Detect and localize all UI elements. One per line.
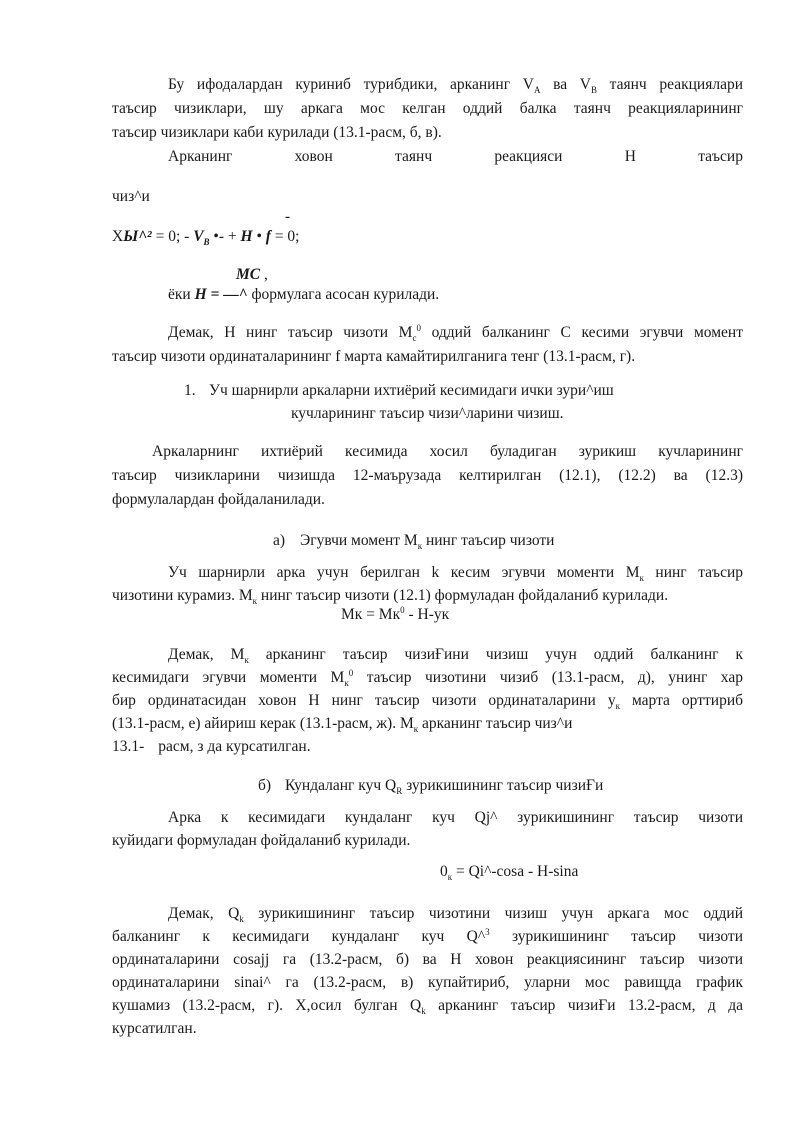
subheading-a: Эгувчи момент $М_к$ нинг таъсир чизоти — [300, 532, 555, 552]
heading-number: 1. — [184, 382, 196, 399]
heading-line1: Уч шарнирли аркаларни ихтиёрий кесимидаги ички зури^иш — [209, 382, 614, 399]
p4-line2: таъсир чизикларини чизишда 12-маърузада келтирилган (12.1), (12.2) ва (12.3) — [112, 467, 743, 484]
subheading-b-label: б) — [258, 777, 272, 794]
subheading-a-label: а) — [273, 532, 286, 549]
p3-line2: таъсир чизоти ординаталарининг f марта камайтирилганига тенг (13.1-расм, г). — [112, 348, 636, 365]
p6-line4: (13.1-расм, е) айириш керак (13.1-расм, ж). $М_к$ арканинг таъсир чиз^и — [112, 715, 573, 735]
p6-line3: бир ординатасидан ховон Н нинг таъсир чизоти ординаталарини $у_к$ марта орттириб — [112, 692, 743, 711]
p1-line2: таъсир чизиклари, шу аркага мос келган оддий балка таянч реакцияларининг — [112, 100, 743, 117]
p2-line2: чиз^и — [112, 188, 150, 205]
heading-line2: кучларининг таъсир чизи^ларини чизиш. — [291, 405, 564, 422]
p8-line6: курсатилган. — [112, 1020, 197, 1037]
subheading-b: Кундаланг куч $Q_R$ зурикишининг таъсир чизиҒи — [285, 777, 604, 797]
equation-dash: - — [285, 208, 291, 225]
p4-line3: формулалардан фойдаланилади. — [112, 491, 325, 508]
h-formula-line: ёки Н = —^ формулага асосан курилади. — [168, 286, 440, 303]
p6-line5: 13.1- расм, з да курсатилган. — [112, 738, 311, 755]
p7-line2: куйидаги формуладан фойдаланиб курилади. — [112, 832, 411, 849]
mc-label: МС , — [236, 266, 268, 283]
p5-line1: Уч шарнирли арка учун берилган k кесим эгувчи моменти $М_к$ нинг таъсир — [168, 564, 743, 583]
p5-line2: чизотини курамиз. $М_к$ нинг таъсир чизоти (12.1) формуладан фойдаланиб курилади. — [112, 587, 669, 607]
equilibrium-equation: ХЫ^² = 0; - $V_B$ •- + Н • f = 0; — [112, 228, 300, 248]
p6-line1: Демак, $М_к$ арканинг таъсир чизиҒини чизиш учун оддий балканинг к — [168, 646, 743, 665]
p1-line3: таъсир чизиклари каби курилади (13.1-расм, б, в). — [112, 124, 442, 141]
mk-formula: Мк = $Мк^0 - Н-ук$ — [341, 604, 450, 623]
qk-formula: $0_к$ = Qi^-cosa - H-sina — [440, 863, 579, 883]
p8-line4: ординаталарини sinai^ га (13.2-расм, в) купайтириб, уларни мос равищда график — [112, 974, 743, 991]
p6-line2: кесимидаги эгувчи моменти $М_к^0$ таъсир чизотини чизиб (13.1-расм, д), унинг хар — [112, 668, 743, 688]
p1-line1: Бу ифодалардан куриниб турибдики, арканинг $V_A$ ва $V_B$ таянч реакциялари — [168, 76, 743, 95]
p7-line1: Арка к кесимидаги кундаланг куч Qj^ зурикишининг таъсир чизоти — [168, 809, 743, 826]
p8-line1: Демак, $Q_k$ зурикишининг таъсир чизотини чизиш учун аркага мос оддий — [168, 905, 743, 924]
p3-line1: Демак, Н нинг таъсир чизоти $М_с^0$ оддий балканинг С кесими эгувчи момент — [168, 323, 743, 343]
p2-line1: Арканинг ховон таянч реакцияси Н таъсир — [168, 148, 743, 165]
p4-line1: Аркаларнинг ихтиёрий кесимида хосил буладиган зурикиш кучларининг — [152, 443, 743, 460]
p8-line2: балканинг к кесимидаги кундаланг куч Q^$^3$ зурикишининг таъсир чизоти — [112, 927, 743, 945]
p8-line5: кушамиз (13.2-расм, г). Х,осил булган $Q_k$ арканинг таъсир чизиҒи 13.2-расм, д да — [112, 997, 743, 1016]
p8-line3: ординаталарини cosajj га (13.2-расм, б) ва Н ховон реакциясининг таъсир чизоти — [112, 951, 743, 968]
